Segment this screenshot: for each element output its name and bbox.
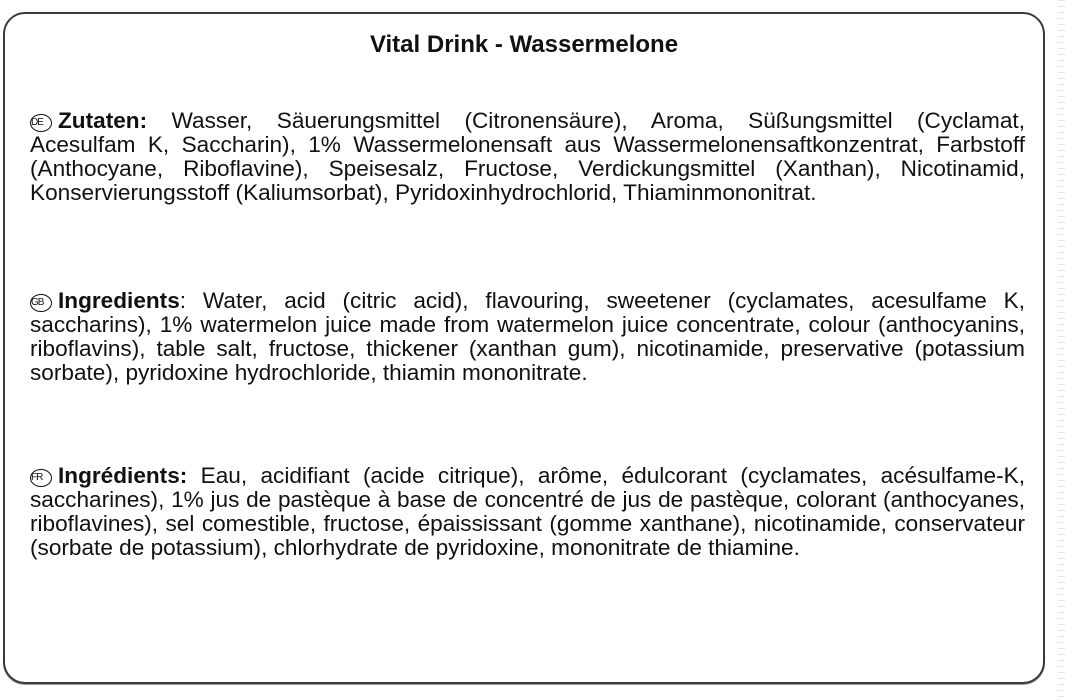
ingredients-section-gb [30, 289, 1025, 385]
ingredients-section-de [30, 109, 1025, 205]
country-badge-gb-icon: GB [30, 294, 52, 312]
country-badge-fr-icon: FR [30, 469, 52, 487]
ingredients-label [3, 12, 1045, 684]
section-text-fr: Eau, acidifiant (acide citrique), arôme, édulcorant (cyclamates, acésulfame-K, saccharines), 1% jus de pastèque à base de concentré de jus de pastèque, colorant (anthocyanes, riboflavines), sel comestible, fructose, épaississant (gomme xanthane), nicotinamide, conservateur (sorbate de potassium), chlorhydrate de pyridoxine, mononitrate de thiamine. [30, 463, 1025, 560]
section-heading-fr: Ingrédients: [58, 463, 188, 488]
section-heading-gb: Ingredients [58, 288, 180, 313]
section-heading-de: Zutaten: [58, 108, 148, 133]
country-badge-de-icon: DE [30, 114, 52, 132]
page-edge-pattern [1058, 0, 1065, 700]
section-text-gb: : Water, acid (citric acid), flavouring, sweetener (cyclamates, acesulfame K, saccharins), 1% watermelon juice made from watermelon juice concentrate, colour (anthocyanins, riboflavins), table salt, fructose, thickener (xanthan gum), nicotinamide, preservative (potassium sorbate), pyridoxine hydrochloride, thiamin mononitrate. [30, 288, 1025, 385]
section-text-de: Wasser, Säuerungsmittel (Citronensäure), Aroma, Süßungsmittel (Cyclamat, Acesulfam K, Saccharin), 1% Wassermelonensaft aus Wassermelonensaftkonzentrat, Farbstoff (Anthocyane, Riboflavine), Speisesalz, Fructose, Verdickungsmittel (Xanthan), Nicotinamid, Konservierungsstoff (Kaliumsorbat), Pyridoxinhydrochlorid, Thiaminmononitrat. [30, 108, 1025, 205]
product-title: Vital Drink - Wassermelone [369, 31, 679, 58]
ingredients-section-fr [30, 464, 1025, 560]
